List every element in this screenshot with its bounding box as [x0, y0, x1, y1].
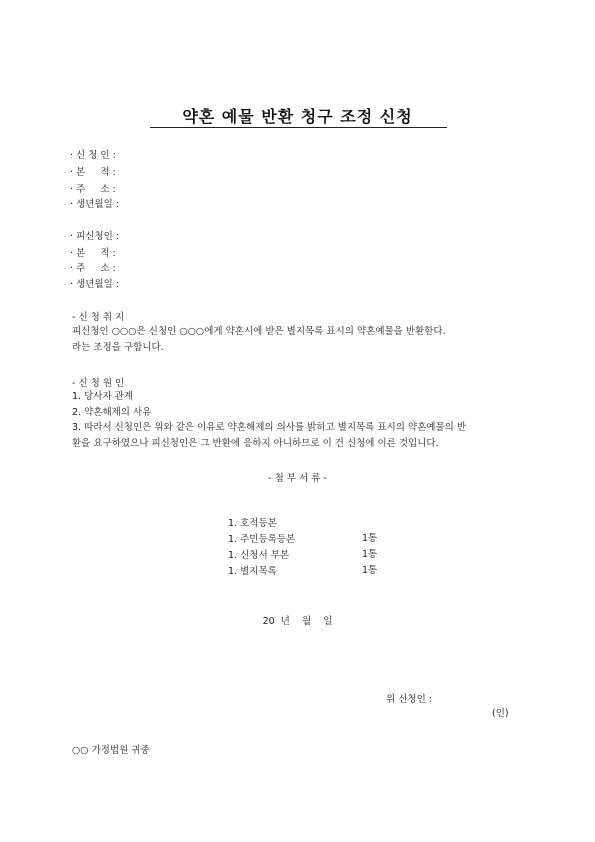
cause-line: 2. 약혼해제의 사유	[72, 406, 152, 418]
signature-label: 위 신청인 :	[386, 694, 432, 705]
attachment-name: 1. 호적등본	[228, 518, 277, 529]
applicant-name-label: · 신 청 인 :	[70, 150, 116, 161]
applicant-address-label: · 주 소 :	[70, 184, 116, 195]
attachment-qty: 1통	[362, 565, 378, 576]
attachment-qty: 1통	[362, 549, 378, 560]
attachment-name: 1. 신청서 부본	[228, 550, 290, 561]
cause-paragraph	[72, 389, 522, 451]
cause-heading: - 신 청 원 인	[72, 378, 125, 389]
applicant-birthdate-label: · 생년월일 :	[70, 199, 119, 210]
purpose-paragraph	[72, 324, 522, 355]
title-underline	[150, 127, 447, 128]
signature-line	[380, 680, 509, 719]
cause-line: 3. 따라서 신청인은 위와 같은 이유로 약혼해제의 의사를 밝히고 별지목록 표시의 약혼예물의 반	[72, 422, 467, 433]
page-title: 약혼 예물 반환 청구 조정 신청	[182, 107, 413, 126]
respondent-address-label: · 주 소 :	[70, 263, 116, 274]
date-line: 20 년 월 일	[262, 616, 333, 627]
attachment-name: 1. 주민등록등본	[228, 534, 296, 545]
attachment-qty: 1통	[362, 533, 378, 544]
respondent-birthdate-label: · 생년월일 :	[70, 279, 119, 290]
attachments-heading: - 첨 부 서 류 -	[268, 473, 327, 484]
purpose-line: 라는 조정을 구합니다.	[72, 341, 164, 353]
attachment-name: 1. 별지목록	[228, 566, 277, 577]
respondent-registry-label: · 본 적 :	[70, 248, 116, 259]
cause-line: 1. 당사자 관계	[72, 391, 133, 402]
respondent-name-label: · 피신청인 :	[70, 231, 119, 242]
court-recipient: ○○ 가정법원 귀중	[72, 745, 150, 756]
applicant-registry-label: · 본 적 :	[70, 167, 116, 178]
purpose-heading: - 신 청 취 지	[72, 312, 125, 323]
cause-line: 환을 요구하였으나 피신청인은 그 반환에 응하지 아니하므로 이 건 신청에 이른 것입니다.	[72, 437, 439, 449]
seal-mark: (인)	[492, 708, 509, 719]
purpose-line: 피신청인 ○○○은 신청인 ○○○에게 약혼시에 받은 별지목록 표시의 약혼예물을 반환한다.	[72, 326, 446, 337]
